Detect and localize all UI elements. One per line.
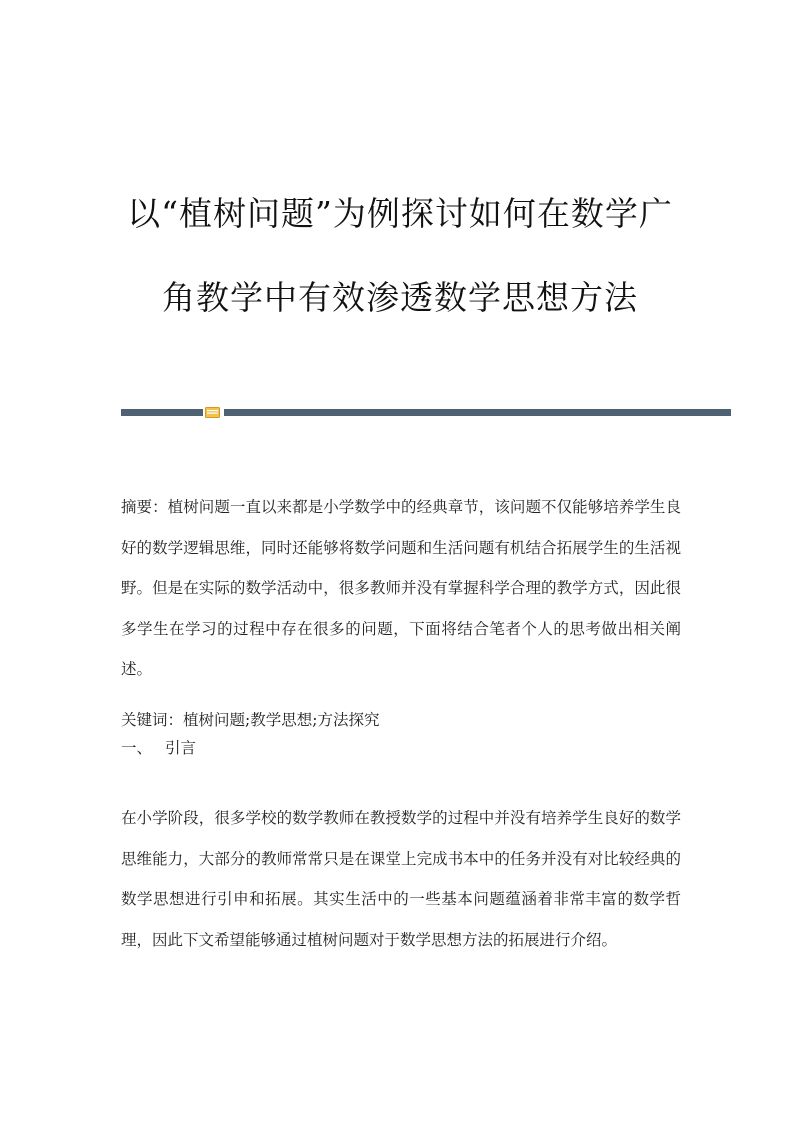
section-number: 一、: [121, 739, 153, 757]
section-title: 引言: [165, 739, 197, 757]
document-title-line-1: 以“植树问题”为例探讨如何在数学广: [127, 194, 673, 233]
divider-bar-right: [224, 409, 731, 416]
abstract-paragraph: 摘要：植树问题一直以来都是小学数学中的经典章节，该问题不仅能够培养学生良好的数学逻辑思维，同时还能够将数学问题和生活问题有机结合拓展学生的生活视野。但是在实际的数学活动中，很多教师并没有掌握科学合理的教学方式，因此很多学生在学习的过程中存在很多的问题，下面将结合笔者个人的思考做出相关阐述。: [121, 498, 681, 678]
folder-icon: [205, 406, 220, 418]
keywords-line: 关键词：植树问题;教学思想;方法探究: [121, 711, 380, 729]
divider-bar-left: [121, 409, 203, 416]
document-title-line-2: 角教学中有效渗透数学思想方法: [162, 278, 638, 317]
section-heading: [121, 733, 681, 763]
intro-paragraph: 在小学阶段，很多学校的数学教师在教授数学的过程中并没有培养学生良好的数学思维能力，大部分的教师常常只是在课堂上完成书本中的任务并没有对比较经典的数学思想进行引申和拓展。其实生活中的一些基本问题蕴涵着非常丰富的数学哲理，因此下文希望能够通过植树问题对于数学思想方法的拓展进行介绍。: [121, 809, 681, 949]
